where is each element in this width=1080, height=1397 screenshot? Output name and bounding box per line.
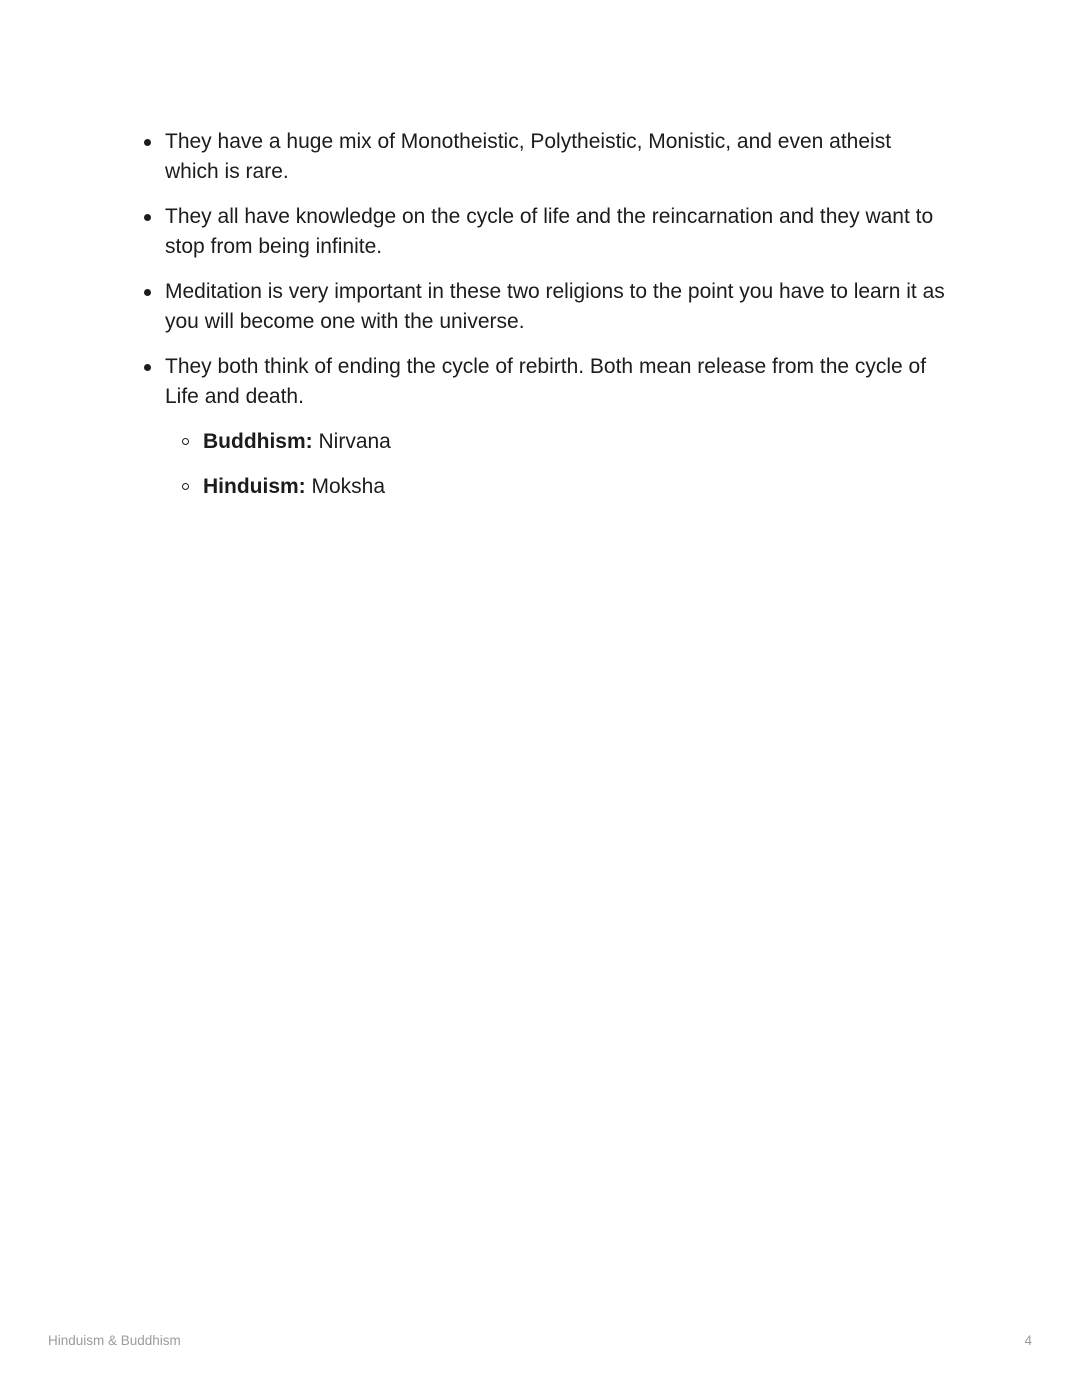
sub-bullet-label: Hinduism: (203, 475, 306, 498)
sub-bullet-value: Nirvana (312, 430, 391, 453)
footer-page-number: 4 (1024, 1333, 1032, 1348)
sub-bullet-label: Buddhism: (203, 430, 313, 453)
bullet-item-text: They both think of ending the cycle of rebirth. Both mean release from the cycle of Life and death. (165, 355, 927, 408)
sub-bullet-item (203, 427, 1007, 457)
footer-title: Hinduism & Buddhism (48, 1333, 181, 1348)
bullet-item (165, 127, 1007, 187)
bullet-item (165, 202, 1007, 262)
sub-bullet-list (165, 427, 1007, 502)
page-footer (48, 1332, 1032, 1349)
bullet-item-text: Meditation is very important in these two religions to the point you have to learn it as you will become one with the universe. (165, 280, 945, 333)
bullet-item-text: They all have knowledge on the cycle of life and the reincarnation and they want to stop from being infinite. (165, 205, 934, 258)
bullet-list (127, 127, 1007, 502)
bullet-item (165, 277, 1007, 337)
bullet-item-text: They have a huge mix of Monotheistic, Polytheistic, Monistic, and even atheist which is rare. (165, 130, 892, 183)
bullet-item (165, 352, 1007, 502)
sub-bullet-item (203, 472, 1007, 502)
page-content (127, 127, 1007, 517)
sub-bullet-value: Moksha (305, 475, 386, 498)
